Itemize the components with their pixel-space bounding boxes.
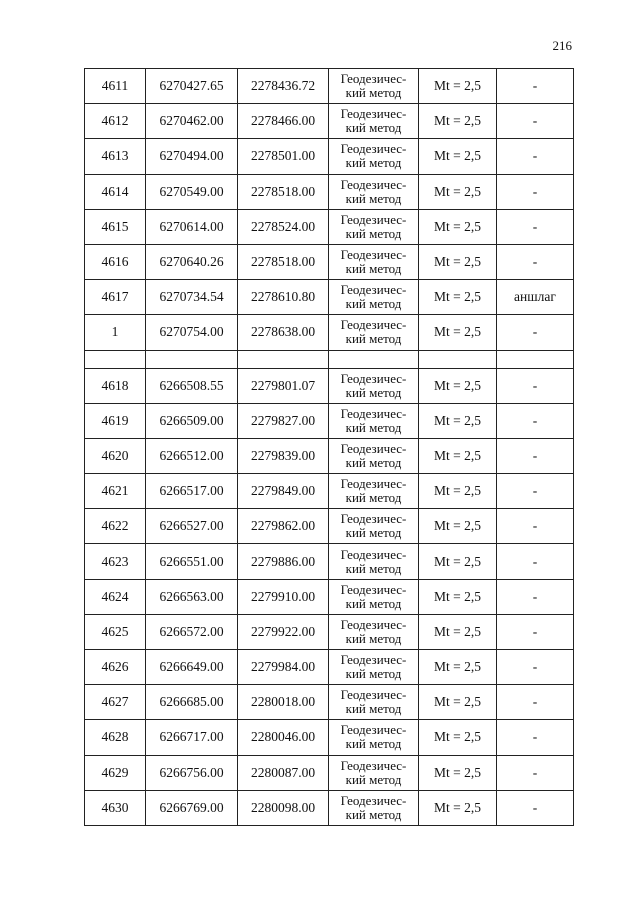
method-line-1: Геодезичес- bbox=[340, 141, 407, 157]
point-id-cell: 4615 bbox=[85, 209, 146, 244]
point-id-cell: 4616 bbox=[85, 244, 146, 279]
method-line-2: кий метод bbox=[345, 419, 402, 435]
method-cell bbox=[329, 69, 419, 104]
table-row bbox=[85, 544, 574, 579]
accuracy-cell: Mt = 2,5 bbox=[419, 403, 497, 438]
method-cell bbox=[329, 438, 419, 473]
method-line-1: Геодезичес- bbox=[340, 581, 407, 597]
method-line-1: Геодезичес- bbox=[340, 476, 407, 492]
y-coordinate-cell: 2278518.00 bbox=[238, 244, 329, 279]
y-coordinate-cell: 2279922.00 bbox=[238, 614, 329, 649]
note-cell: - bbox=[497, 315, 574, 350]
point-id-cell: 4629 bbox=[85, 755, 146, 790]
method-line-2: кий метод bbox=[345, 331, 402, 347]
method-line-1: Геодезичес- bbox=[340, 106, 407, 122]
table-row bbox=[85, 104, 574, 139]
method-line-2: кий метод bbox=[345, 490, 402, 506]
method-line-1: Геодезичес- bbox=[340, 211, 407, 227]
table-row bbox=[85, 69, 574, 104]
y-coordinate-cell: 2279801.07 bbox=[238, 368, 329, 403]
x-coordinate-cell: 6266509.00 bbox=[146, 403, 238, 438]
empty-cell bbox=[238, 350, 329, 368]
note-cell: - bbox=[497, 579, 574, 614]
table-row bbox=[85, 139, 574, 174]
x-coordinate-cell: 6266717.00 bbox=[146, 720, 238, 755]
method-line-2: кий метод bbox=[345, 525, 402, 541]
point-id-cell: 4617 bbox=[85, 280, 146, 315]
x-coordinate-cell: 6266685.00 bbox=[146, 685, 238, 720]
accuracy-cell: Mt = 2,5 bbox=[419, 474, 497, 509]
accuracy-cell: Mt = 2,5 bbox=[419, 755, 497, 790]
table-row bbox=[85, 509, 574, 544]
y-coordinate-cell: 2279910.00 bbox=[238, 579, 329, 614]
point-id-cell: 4614 bbox=[85, 174, 146, 209]
method-line-1: Геодезичес- bbox=[340, 546, 407, 562]
x-coordinate-cell: 6266572.00 bbox=[146, 614, 238, 649]
note-cell: аншлаг bbox=[497, 280, 574, 315]
point-id-cell: 4611 bbox=[85, 69, 146, 104]
point-id-cell: 4625 bbox=[85, 614, 146, 649]
accuracy-cell: Mt = 2,5 bbox=[419, 69, 497, 104]
table-row bbox=[85, 650, 574, 685]
x-coordinate-cell: 6266769.00 bbox=[146, 790, 238, 825]
accuracy-cell: Mt = 2,5 bbox=[419, 139, 497, 174]
point-id-cell: 4613 bbox=[85, 139, 146, 174]
accuracy-cell: Mt = 2,5 bbox=[419, 174, 497, 209]
point-id-cell: 4626 bbox=[85, 650, 146, 685]
page-number: 216 bbox=[552, 38, 572, 53]
accuracy-cell: Mt = 2,5 bbox=[419, 650, 497, 685]
note-cell: - bbox=[497, 790, 574, 825]
y-coordinate-cell: 2278610.80 bbox=[238, 280, 329, 315]
point-id-cell: 1 bbox=[85, 315, 146, 350]
method-cell bbox=[329, 614, 419, 649]
note-cell: - bbox=[497, 438, 574, 473]
y-coordinate-cell: 2280018.00 bbox=[238, 685, 329, 720]
method-line-2: кий метод bbox=[345, 261, 402, 277]
method-line-2: кий метод bbox=[345, 120, 402, 136]
point-id-cell: 4623 bbox=[85, 544, 146, 579]
method-line-1: Геодезичес- bbox=[340, 792, 407, 808]
method-cell bbox=[329, 315, 419, 350]
y-coordinate-cell: 2279849.00 bbox=[238, 474, 329, 509]
accuracy-cell: Mt = 2,5 bbox=[419, 315, 497, 350]
empty-cell bbox=[329, 350, 419, 368]
table-spacer-row bbox=[85, 350, 574, 368]
empty-cell bbox=[85, 350, 146, 368]
method-line-1: Геодезичес- bbox=[340, 176, 407, 192]
note-cell: - bbox=[497, 209, 574, 244]
x-coordinate-cell: 6270427.65 bbox=[146, 69, 238, 104]
method-cell bbox=[329, 104, 419, 139]
method-line-1: Геодезичес- bbox=[340, 511, 407, 527]
empty-cell bbox=[497, 350, 574, 368]
note-cell: - bbox=[497, 139, 574, 174]
note-cell: - bbox=[497, 474, 574, 509]
table-row bbox=[85, 244, 574, 279]
x-coordinate-cell: 6266517.00 bbox=[146, 474, 238, 509]
table-row bbox=[85, 368, 574, 403]
table-row bbox=[85, 174, 574, 209]
method-cell bbox=[329, 650, 419, 685]
method-cell bbox=[329, 509, 419, 544]
point-id-cell: 4621 bbox=[85, 474, 146, 509]
method-line-2: кий метод bbox=[345, 384, 402, 400]
method-line-1: Геодезичес- bbox=[340, 405, 407, 421]
point-id-cell: 4630 bbox=[85, 790, 146, 825]
table-row bbox=[85, 720, 574, 755]
accuracy-cell: Mt = 2,5 bbox=[419, 280, 497, 315]
point-id-cell: 4622 bbox=[85, 509, 146, 544]
method-cell bbox=[329, 790, 419, 825]
method-line-2: кий метод bbox=[345, 806, 402, 822]
table-row bbox=[85, 209, 574, 244]
note-cell: - bbox=[497, 403, 574, 438]
method-cell bbox=[329, 174, 419, 209]
table-row bbox=[85, 755, 574, 790]
note-cell: - bbox=[497, 244, 574, 279]
method-cell bbox=[329, 685, 419, 720]
method-line-1: Геодезичес- bbox=[340, 317, 407, 333]
accuracy-cell: Mt = 2,5 bbox=[419, 438, 497, 473]
empty-cell bbox=[419, 350, 497, 368]
x-coordinate-cell: 6266551.00 bbox=[146, 544, 238, 579]
note-cell: - bbox=[497, 509, 574, 544]
y-coordinate-cell: 2278524.00 bbox=[238, 209, 329, 244]
table-row bbox=[85, 790, 574, 825]
method-line-2: кий метод bbox=[345, 666, 402, 682]
method-cell bbox=[329, 579, 419, 614]
method-line-1: Геодезичес- bbox=[340, 370, 407, 386]
method-cell bbox=[329, 474, 419, 509]
method-cell bbox=[329, 244, 419, 279]
x-coordinate-cell: 6266527.00 bbox=[146, 509, 238, 544]
x-coordinate-cell: 6266756.00 bbox=[146, 755, 238, 790]
method-cell bbox=[329, 139, 419, 174]
note-cell: - bbox=[497, 720, 574, 755]
accuracy-cell: Mt = 2,5 bbox=[419, 614, 497, 649]
y-coordinate-cell: 2280046.00 bbox=[238, 720, 329, 755]
method-line-1: Геодезичес- bbox=[340, 757, 407, 773]
coordinates-table bbox=[84, 68, 574, 826]
table-row bbox=[85, 403, 574, 438]
method-line-2: кий метод bbox=[345, 630, 402, 646]
method-line-2: кий метод bbox=[345, 85, 402, 101]
y-coordinate-cell: 2278518.00 bbox=[238, 174, 329, 209]
point-id-cell: 4620 bbox=[85, 438, 146, 473]
note-cell: - bbox=[497, 755, 574, 790]
x-coordinate-cell: 6270614.00 bbox=[146, 209, 238, 244]
note-cell: - bbox=[497, 650, 574, 685]
table-row bbox=[85, 315, 574, 350]
method-line-1: Геодезичес- bbox=[340, 616, 407, 632]
method-cell bbox=[329, 403, 419, 438]
method-cell bbox=[329, 209, 419, 244]
method-line-1: Геодезичес- bbox=[340, 652, 407, 668]
method-line-2: кий метод bbox=[345, 296, 402, 312]
table-row bbox=[85, 685, 574, 720]
method-line-2: кий метод bbox=[345, 560, 402, 576]
method-line-1: Геодезичес- bbox=[340, 247, 407, 263]
x-coordinate-cell: 6266649.00 bbox=[146, 650, 238, 685]
method-line-1: Геодезичес- bbox=[340, 282, 407, 298]
note-cell: - bbox=[497, 685, 574, 720]
table-row bbox=[85, 474, 574, 509]
accuracy-cell: Mt = 2,5 bbox=[419, 509, 497, 544]
accuracy-cell: Mt = 2,5 bbox=[419, 579, 497, 614]
accuracy-cell: Mt = 2,5 bbox=[419, 244, 497, 279]
x-coordinate-cell: 6266508.55 bbox=[146, 368, 238, 403]
method-cell bbox=[329, 280, 419, 315]
y-coordinate-cell: 2278501.00 bbox=[238, 139, 329, 174]
point-id-cell: 4627 bbox=[85, 685, 146, 720]
accuracy-cell: Mt = 2,5 bbox=[419, 720, 497, 755]
method-line-2: кий метод bbox=[345, 225, 402, 241]
method-line-2: кий метод bbox=[345, 454, 402, 470]
method-cell bbox=[329, 720, 419, 755]
accuracy-cell: Mt = 2,5 bbox=[419, 544, 497, 579]
x-coordinate-cell: 6270494.00 bbox=[146, 139, 238, 174]
y-coordinate-cell: 2280098.00 bbox=[238, 790, 329, 825]
point-id-cell: 4628 bbox=[85, 720, 146, 755]
table-row bbox=[85, 438, 574, 473]
point-id-cell: 4624 bbox=[85, 579, 146, 614]
method-cell bbox=[329, 368, 419, 403]
x-coordinate-cell: 6270754.00 bbox=[146, 315, 238, 350]
y-coordinate-cell: 2278638.00 bbox=[238, 315, 329, 350]
accuracy-cell: Mt = 2,5 bbox=[419, 209, 497, 244]
method-line-2: кий метод bbox=[345, 595, 402, 611]
method-cell bbox=[329, 755, 419, 790]
x-coordinate-cell: 6270549.00 bbox=[146, 174, 238, 209]
y-coordinate-cell: 2279827.00 bbox=[238, 403, 329, 438]
table-row bbox=[85, 614, 574, 649]
method-line-1: Геодезичес- bbox=[340, 440, 407, 456]
note-cell: - bbox=[497, 614, 574, 649]
method-cell bbox=[329, 544, 419, 579]
accuracy-cell: Mt = 2,5 bbox=[419, 790, 497, 825]
x-coordinate-cell: 6270462.00 bbox=[146, 104, 238, 139]
x-coordinate-cell: 6270734.54 bbox=[146, 280, 238, 315]
point-id-cell: 4619 bbox=[85, 403, 146, 438]
y-coordinate-cell: 2278466.00 bbox=[238, 104, 329, 139]
y-coordinate-cell: 2279862.00 bbox=[238, 509, 329, 544]
method-line-2: кий метод bbox=[345, 155, 402, 171]
y-coordinate-cell: 2279886.00 bbox=[238, 544, 329, 579]
note-cell: - bbox=[497, 104, 574, 139]
x-coordinate-cell: 6270640.26 bbox=[146, 244, 238, 279]
table-row bbox=[85, 280, 574, 315]
note-cell: - bbox=[497, 69, 574, 104]
point-id-cell: 4618 bbox=[85, 368, 146, 403]
y-coordinate-cell: 2279984.00 bbox=[238, 650, 329, 685]
accuracy-cell: Mt = 2,5 bbox=[419, 104, 497, 139]
accuracy-cell: Mt = 2,5 bbox=[419, 685, 497, 720]
note-cell: - bbox=[497, 174, 574, 209]
method-line-1: Геодезичес- bbox=[340, 687, 407, 703]
table-row bbox=[85, 579, 574, 614]
note-cell: - bbox=[497, 368, 574, 403]
point-id-cell: 4612 bbox=[85, 104, 146, 139]
y-coordinate-cell: 2279839.00 bbox=[238, 438, 329, 473]
method-line-1: Геодезичес- bbox=[340, 722, 407, 738]
y-coordinate-cell: 2278436.72 bbox=[238, 69, 329, 104]
empty-cell bbox=[146, 350, 238, 368]
coordinates-table-body bbox=[85, 69, 574, 826]
method-line-2: кий метод bbox=[345, 190, 402, 206]
method-line-1: Геодезичес- bbox=[340, 71, 407, 87]
method-line-2: кий метод bbox=[345, 701, 402, 717]
method-line-2: кий метод bbox=[345, 771, 402, 787]
method-line-2: кий метод bbox=[345, 736, 402, 752]
x-coordinate-cell: 6266563.00 bbox=[146, 579, 238, 614]
accuracy-cell: Mt = 2,5 bbox=[419, 368, 497, 403]
x-coordinate-cell: 6266512.00 bbox=[146, 438, 238, 473]
y-coordinate-cell: 2280087.00 bbox=[238, 755, 329, 790]
note-cell: - bbox=[497, 544, 574, 579]
